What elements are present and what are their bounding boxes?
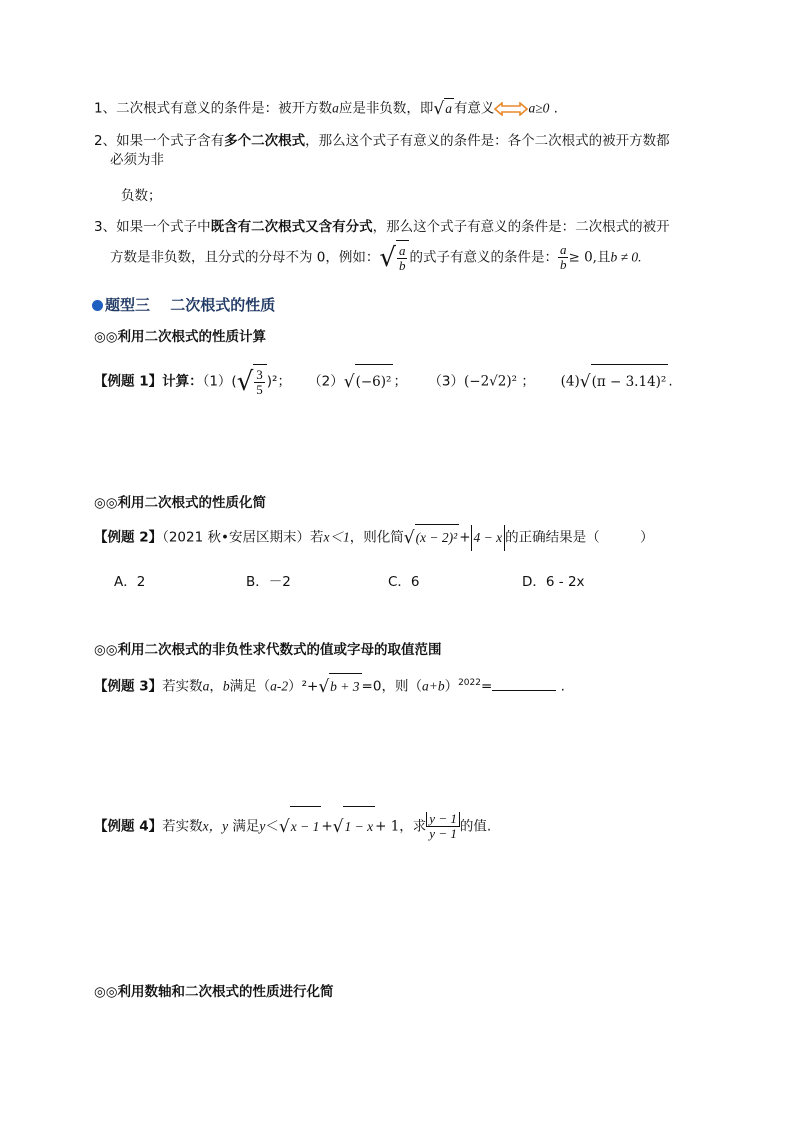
ex1-q3-expr: (−2√2)² xyxy=(464,373,518,390)
ex4-fraction xyxy=(426,812,460,841)
p3-line2-b: 的式子有意义的条件是： xyxy=(409,249,558,266)
ex2-label: 【例题 2】 xyxy=(94,529,163,546)
ex2-option-c: C．6 xyxy=(388,574,420,590)
subheading-2: ◎◎利用二次根式的性质化简 xyxy=(94,495,267,511)
ex4-frac-den: y − 1 xyxy=(429,826,457,841)
ex3-expr1: a-2 xyxy=(270,678,289,694)
ex2-abs: 4 − x xyxy=(471,525,506,551)
frac-num: a xyxy=(398,242,406,258)
ex3-end: . xyxy=(560,678,565,695)
frac2-num: a xyxy=(559,242,567,257)
bullet-icon xyxy=(92,300,103,311)
ex1-q3-suffix: ； xyxy=(521,373,535,390)
ex1-q2-sqrt: √(−6)² xyxy=(344,364,394,399)
p1-mid: 应是非负数，即 xyxy=(338,100,434,117)
ex1-q4-prefix: (4) xyxy=(560,373,580,390)
ex4-radicand-2: 1 − x xyxy=(343,806,375,847)
ex4-plus-1: + xyxy=(321,818,333,835)
ex3-radicand: b + 3 xyxy=(329,673,361,700)
p3-line2-c: ≥ 0,且 xyxy=(568,249,611,266)
p1-var: a xyxy=(332,100,339,116)
ex2-cond: x＜1 xyxy=(323,529,350,545)
ex3-sqrt: √b + 3 xyxy=(318,673,361,700)
ex1-q1-prefix: （1）( xyxy=(202,373,237,390)
p1-prefix: 1、二次根式有意义的条件是：被开方数 xyxy=(94,100,333,117)
ex3-label: 【例题 3】 xyxy=(94,678,163,695)
example-3 xyxy=(94,670,565,700)
subheading-4: ◎◎利用数轴和二次根式的性质进行化简 xyxy=(94,984,334,1000)
ex2-mid: ，则化简 xyxy=(349,529,404,546)
ex4-plus-2: + 1 xyxy=(375,818,400,835)
p3-line2-a: 方数是非负数，且分式的分母不为 0，例如： xyxy=(110,249,380,266)
ex2-source: （2021 秋•安居区期末）若 xyxy=(162,529,324,546)
ex2-option-b: B．－2 xyxy=(246,574,291,590)
frac-a-over-b xyxy=(558,243,569,272)
p1-cond: a≥0 xyxy=(528,100,550,116)
ex4-text-c: ，求 xyxy=(399,818,427,835)
ex1-q1-sqrt: √ $\frac{3}{5}$ xyxy=(237,364,267,399)
subheading-3: ◎◎利用二次根式的非负性求代数式的值或字母的取值范围 xyxy=(94,642,442,658)
ex2-plus: + xyxy=(459,529,471,546)
ex4-frac-num: y − 1 xyxy=(426,812,460,827)
p3-bold: 既含有二次根式又含有分式 xyxy=(210,219,373,235)
p2-text-a: 2、如果一个式子含有 xyxy=(94,133,225,149)
example-2 xyxy=(94,524,654,551)
section-heading xyxy=(92,294,275,315)
ex3-var-a: a xyxy=(202,678,210,694)
ex4-text-d: 的值. xyxy=(459,818,492,835)
ex1-label: 【例题 1】计算： xyxy=(94,373,203,390)
p3-cond-b: b ≠ 0. xyxy=(610,249,642,265)
ex3-var-b: b xyxy=(222,678,230,694)
ex4-sqrt-2: √1 − x xyxy=(333,806,375,847)
ex3-text-d: =0，则（ xyxy=(361,678,422,695)
frac2-den: b xyxy=(559,257,567,272)
ex1-q3-prefix: （3） xyxy=(428,373,464,390)
ex4-cond-var: y xyxy=(259,818,266,834)
ex1-q1-num: 3 xyxy=(256,366,263,382)
ex2-option-a: A．2 xyxy=(114,574,146,590)
ex3-text-f: = xyxy=(480,678,493,695)
ex2-option-d: D．6 - 2x xyxy=(522,574,585,590)
ex1-q4-sqrt: √(π − 3.14)² xyxy=(580,364,669,399)
paragraph-2-line-2: 必须为非 xyxy=(110,152,164,168)
sqrt-a-radicand: a xyxy=(444,98,454,119)
p2-bold: 多个二次根式 xyxy=(224,133,306,149)
p3-text-a: 3、如果一个式子中 xyxy=(94,219,211,235)
ex2-suffix: 的正确结果是（ ） xyxy=(505,529,654,546)
ex3-text-c: ）²+ xyxy=(288,678,319,695)
p3-text-b: ，那么这个式子有意义的条件是：二次根式的被开 xyxy=(372,219,670,235)
paragraph-2-line-3: 负数； xyxy=(121,188,162,204)
p1-suffix: 有意义 xyxy=(453,100,495,117)
ex2-radicand: (x − 2)² xyxy=(415,524,460,551)
p1-end: . xyxy=(553,100,558,117)
ex1-q1-den: 5 xyxy=(256,381,263,397)
ex1-q2-prefix: （2） xyxy=(308,373,344,390)
ex3-comma: ， xyxy=(209,678,223,695)
ex3-exponent: 2022 xyxy=(458,678,481,688)
ex4-lt: ＜ xyxy=(265,818,279,835)
subheading-1: ◎◎利用二次根式的性质计算 xyxy=(94,329,267,345)
ex3-expr2: a+b xyxy=(421,678,445,694)
ex3-text-b: 满足（ xyxy=(229,678,271,695)
paragraph-2-line-1 xyxy=(94,131,670,151)
ex4-sqrt-1: √x − 1 xyxy=(279,806,321,847)
example-1 xyxy=(94,364,673,399)
ex1-q2-suffix: ； xyxy=(393,373,407,390)
ex4-label: 【例题 4】 xyxy=(94,818,163,835)
p2-text-b: ，那么这个式子有意义的条件是：各个二次根式的被开方数都 xyxy=(305,133,670,149)
ex4-text-b: 满足 xyxy=(232,818,260,835)
ex2-sqrt: √(x − 2)² xyxy=(404,524,459,551)
paragraph-3-line-1 xyxy=(94,217,670,237)
double-arrow-icon xyxy=(494,102,528,116)
answer-blank[interactable] xyxy=(492,676,556,691)
ex3-text-a: 若实数 xyxy=(162,678,203,695)
ex1-q2-radicand: (−6)² xyxy=(355,364,394,399)
frac-den: b xyxy=(398,257,406,273)
ex1-q4-radicand: (π − 3.14)² xyxy=(591,364,669,399)
example-4 xyxy=(94,806,491,847)
ex4-text-a: 若实数 xyxy=(162,818,203,835)
paragraph-1 xyxy=(94,98,558,119)
section-title: 题型三 二次根式的性质 xyxy=(105,296,276,314)
ex1-q4-suffix: . xyxy=(668,373,673,390)
ex1-q1-suffix: )²； xyxy=(266,373,291,390)
ex4-radicand-1: x − 1 xyxy=(290,806,322,847)
sqrt-frac-a-b: √ $\frac{a}{b}$ xyxy=(379,240,409,275)
ex3-text-e: ） xyxy=(444,678,459,695)
paragraph-3-line-2 xyxy=(110,240,642,275)
ex4-vars: x，y xyxy=(202,818,229,834)
sqrt-a: √a xyxy=(433,99,452,119)
